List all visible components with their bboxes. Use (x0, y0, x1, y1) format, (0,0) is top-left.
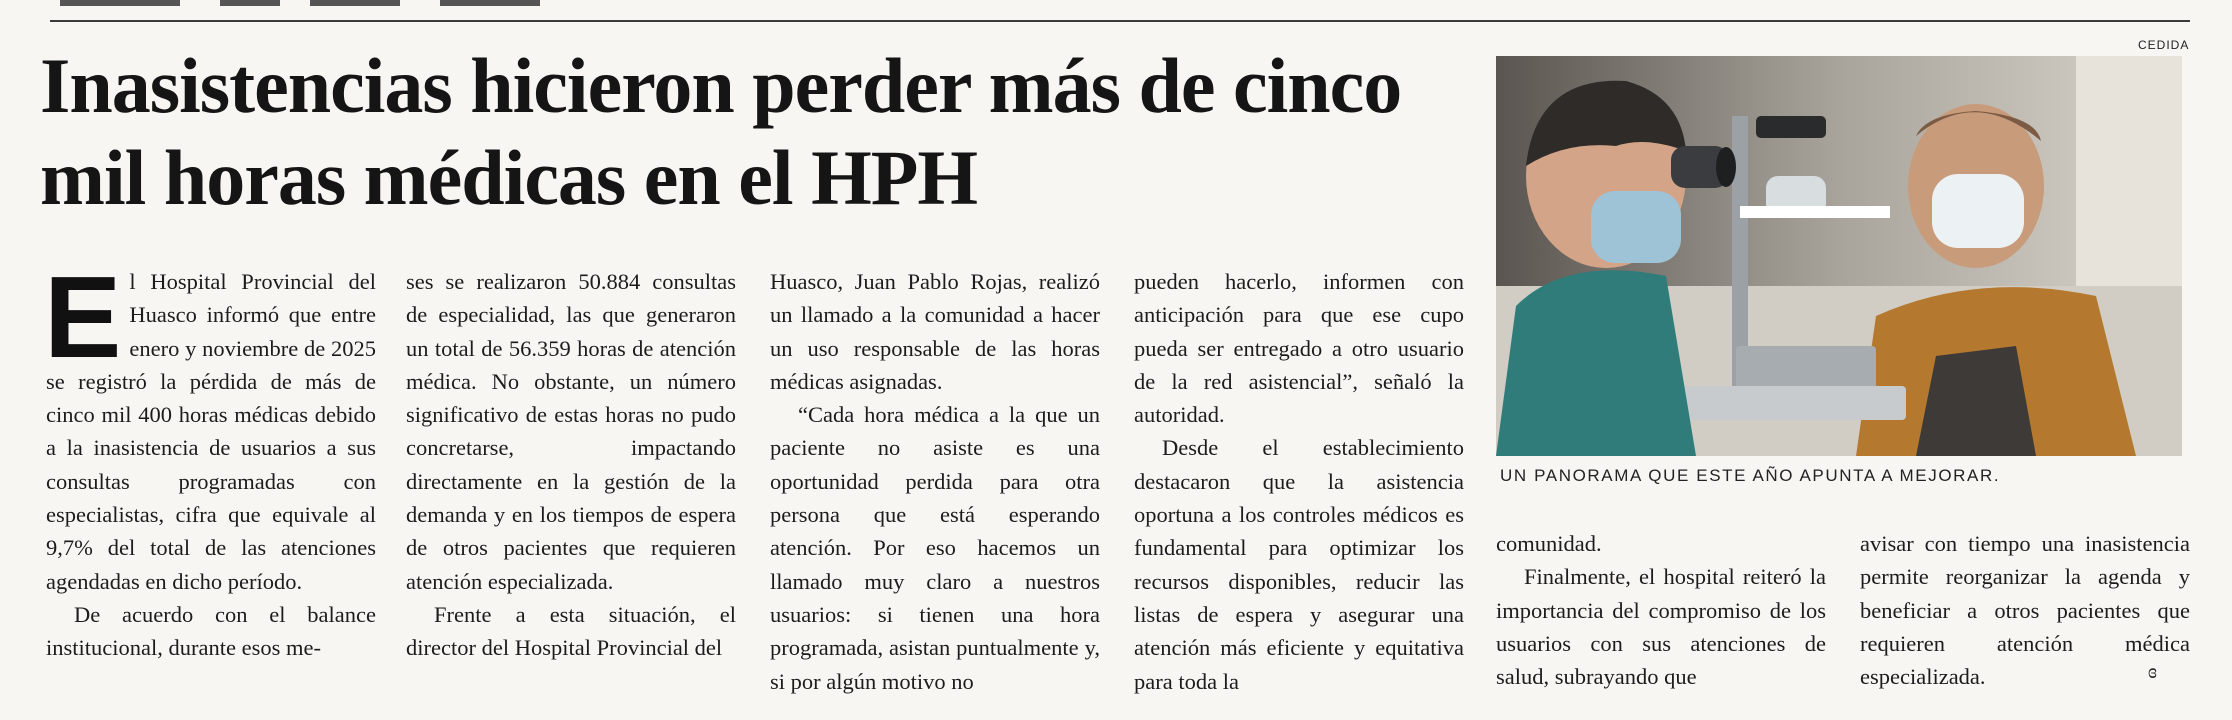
paragraph: avisar con tiempo una inasistencia permite reorganizar la agenda y beneficiar a otros pacientes que requieren atención médica especializada. (1860, 531, 2190, 690)
paragraph: ses se realizaron 50.884 consultas de especialidad, las que generaron un total de 56.359 horas de atención médica. No obstante, un número significativo de estas horas no pudo concretarse, impactando directamente en la gestión de la demanda y en los tiempos de espera de otros pacientes que requieren atención especializada. (406, 269, 736, 594)
paragraph: Huasco, Juan Pablo Rojas, realizó un llamado a la comunidad a hacer un uso responsable de las horas médicas asignadas. (770, 269, 1100, 394)
eye-exam-photo (1496, 56, 2182, 456)
headline: Inasistencias hicieron perder más de cinco mil horas médicas en el HPH (40, 42, 1402, 221)
article-column-1 (44, 252, 376, 665)
paragraph: pueden hacerlo, informen con anticipación para que ese cupo pueda ser entregado a otro usuario de la red asistencial”, señaló la autoridad. (1134, 269, 1464, 428)
article-column-2 (406, 265, 736, 665)
paragraph: Frente a esta situación, el director del Hospital Provincial del (406, 601, 736, 661)
paragraph: Desde el establecimiento destacaron que la asistencia oportuna a los controles médicos es fundamental para optimizar los recursos disponibles, reducir las listas de espera y asegurar una atención más eficiente y equitativa para toda la (1134, 435, 1464, 694)
end-mark-icon: ɞ (2148, 661, 2157, 683)
article-column-6 (1860, 527, 2190, 693)
photo-caption: UN PANORAMA QUE ESTE AÑO APUNTA A MEJORAR. (1500, 466, 2001, 485)
photo-credit: CEDIDA (2138, 38, 2190, 52)
header-rule (50, 20, 2190, 22)
paragraph: Finalmente, el hospital reiteró la importancia del compromiso de los usuarios con sus atenciones de salud, subrayando que (1496, 564, 1826, 690)
header-decoration (60, 0, 540, 8)
drop-cap: E (44, 252, 122, 382)
article-column-3 (770, 265, 1100, 698)
article-photo (1496, 56, 2182, 456)
paragraph: comunidad. (1496, 531, 1602, 556)
paragraph: l Hospital Provincial del Huasco informó que entre enero y noviembre de 2025 se registró la pérdida de más de cinco mil 400 horas médicas debido a la inasistencia de usuarios a sus consultas programadas con especialistas, cifra que equivale al 9,7% del total de las atenciones agendadas en dicho período. (46, 269, 376, 594)
paragraph: De acuerdo con el balance institucional, durante esos me- (46, 601, 376, 661)
article-column-4 (1134, 265, 1464, 698)
paragraph: “Cada hora médica a la que un paciente no asiste es una oportunidad perdida para otra persona que está esperando atención. Por eso hacemos un llamado muy claro a nuestros usuarios: si tienen una hora programada, asistan puntualmente y, si por algún motivo no (770, 402, 1100, 694)
article-column-5 (1496, 527, 1826, 693)
